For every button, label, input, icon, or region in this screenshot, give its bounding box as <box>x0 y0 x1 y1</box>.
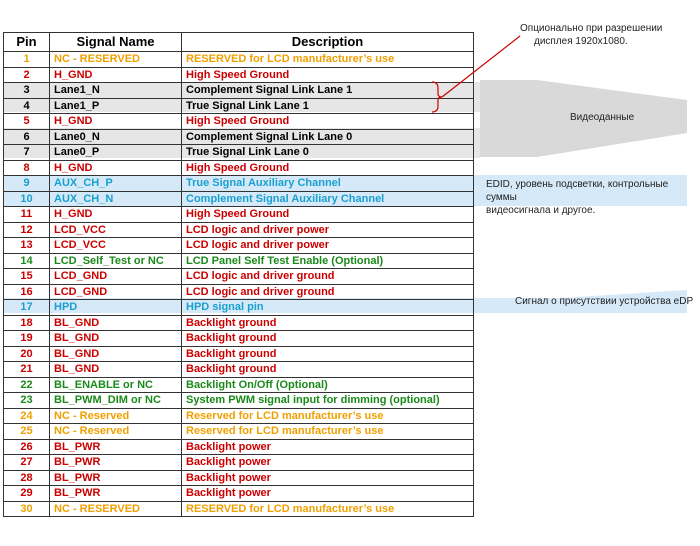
pin-cell: 3 <box>4 83 50 99</box>
table-row <box>4 486 474 502</box>
pin-cell: 24 <box>4 408 50 424</box>
signal-name-cell: LCD_GND <box>50 269 182 285</box>
signal-name-cell: Lane1_N <box>50 83 182 99</box>
video-data-label: Видеоданные <box>570 112 635 123</box>
header-pin: Pin <box>4 33 50 52</box>
table-row <box>4 52 474 68</box>
pin-cell: 17 <box>4 300 50 316</box>
signal-name-cell: H_GND <box>50 160 182 176</box>
resolution-note-line-1: Опционально при разрешении <box>520 23 663 34</box>
description-cell: True Signal Auxiliary Channel <box>182 176 474 192</box>
table-row <box>4 424 474 440</box>
signal-name-cell: LCD_VCC <box>50 222 182 238</box>
description-cell: System PWM signal input for dimming (optional) <box>182 393 474 409</box>
description-cell: Backlight ground <box>182 362 474 378</box>
pin-cell: 16 <box>4 284 50 300</box>
pin-cell: 30 <box>4 501 50 517</box>
signal-name-cell: H_GND <box>50 67 182 83</box>
table-row <box>4 455 474 471</box>
signal-name-cell: Lane0_P <box>50 145 182 161</box>
description-cell: Complement Signal Link Lane 0 <box>182 129 474 145</box>
signal-name-cell: NC - RESERVED <box>50 501 182 517</box>
description-cell: High Speed Ground <box>182 207 474 223</box>
signal-name-cell: BL_PWM_DIM or NC <box>50 393 182 409</box>
description-cell: True Signal Link Lane 1 <box>182 98 474 114</box>
signal-name-cell: Lane1_P <box>50 98 182 114</box>
signal-name-cell: AUX_CH_P <box>50 176 182 192</box>
pin-cell: 6 <box>4 129 50 145</box>
resolution-note <box>520 22 662 48</box>
signal-name-cell: LCD_Self_Test or NC <box>50 253 182 269</box>
signal-name-cell: BL_GND <box>50 331 182 347</box>
table-row <box>4 284 474 300</box>
signal-name-cell: BL_ENABLE or NC <box>50 377 182 393</box>
table-row <box>4 377 474 393</box>
pin-cell: 4 <box>4 98 50 114</box>
signal-name-cell: NC - Reserved <box>50 408 182 424</box>
pin-cell: 22 <box>4 377 50 393</box>
signal-name-cell: H_GND <box>50 114 182 130</box>
table-row <box>4 439 474 455</box>
signal-name-cell: LCD_VCC <box>50 238 182 254</box>
table-row <box>4 238 474 254</box>
pin-cell: 27 <box>4 455 50 471</box>
pin-cell: 7 <box>4 145 50 161</box>
description-cell: LCD logic and driver power <box>182 222 474 238</box>
pin-cell: 11 <box>4 207 50 223</box>
table-row <box>4 253 474 269</box>
signal-name-cell: LCD_GND <box>50 284 182 300</box>
pin-cell: 23 <box>4 393 50 409</box>
pin-cell: 20 <box>4 346 50 362</box>
table-row <box>4 129 474 145</box>
pin-cell: 13 <box>4 238 50 254</box>
description-cell: Backlight On/Off (Optional) <box>182 377 474 393</box>
table-row <box>4 331 474 347</box>
table-row <box>4 160 474 176</box>
table-row <box>4 470 474 486</box>
edid-note <box>486 178 700 217</box>
description-cell: Complement Signal Link Lane 1 <box>182 83 474 99</box>
description-cell: High Speed Ground <box>182 160 474 176</box>
description-cell: Backlight power <box>182 455 474 471</box>
pin-cell: 10 <box>4 191 50 207</box>
header-description: Description <box>182 33 474 52</box>
table-row <box>4 315 474 331</box>
pin-cell: 1 <box>4 52 50 68</box>
signal-name-cell: HPD <box>50 300 182 316</box>
description-cell: Backlight power <box>182 486 474 502</box>
pin-cell: 25 <box>4 424 50 440</box>
description-cell: Backlight ground <box>182 331 474 347</box>
signal-name-cell: NC - Reserved <box>50 424 182 440</box>
table-row <box>4 222 474 238</box>
pin-cell: 14 <box>4 253 50 269</box>
description-cell: RESERVED for LCD manufacturer’s use <box>182 52 474 68</box>
pin-table <box>3 32 474 517</box>
pin-cell: 12 <box>4 222 50 238</box>
table-header-row <box>4 33 474 52</box>
table-row <box>4 207 474 223</box>
pin-cell: 21 <box>4 362 50 378</box>
pin-cell: 8 <box>4 160 50 176</box>
description-cell: High Speed Ground <box>182 114 474 130</box>
table-row <box>4 83 474 99</box>
resolution-note-line-2: дисплея 1920x1080. <box>534 36 628 47</box>
signal-name-cell: Lane0_N <box>50 129 182 145</box>
signal-name-cell: BL_GND <box>50 362 182 378</box>
pin-cell: 28 <box>4 470 50 486</box>
table-row <box>4 98 474 114</box>
description-cell: LCD logic and driver ground <box>182 284 474 300</box>
pin-cell: 9 <box>4 176 50 192</box>
table-row <box>4 300 474 316</box>
description-cell: Backlight power <box>182 439 474 455</box>
table-row <box>4 501 474 517</box>
pin-cell: 2 <box>4 67 50 83</box>
signal-name-cell: BL_PWR <box>50 486 182 502</box>
table-row <box>4 145 474 161</box>
description-cell: Reserved for LCD manufacturer’s use <box>182 424 474 440</box>
description-cell: Complement Signal Auxiliary Channel <box>182 191 474 207</box>
pin-cell: 18 <box>4 315 50 331</box>
table-row <box>4 346 474 362</box>
table-row <box>4 114 474 130</box>
table-row <box>4 393 474 409</box>
description-cell: True Signal Link Lane 0 <box>182 145 474 161</box>
pin-cell: 15 <box>4 269 50 285</box>
description-cell: RESERVED for LCD manufacturer’s use <box>182 501 474 517</box>
pin-cell: 5 <box>4 114 50 130</box>
signal-name-cell: BL_GND <box>50 315 182 331</box>
table-row <box>4 362 474 378</box>
description-cell: Backlight power <box>182 470 474 486</box>
hpd-note: Сигнал о присутствии устройства eDP <box>515 296 694 307</box>
description-cell: LCD logic and driver power <box>182 238 474 254</box>
description-cell: Reserved for LCD manufacturer’s use <box>182 408 474 424</box>
pin-cell: 29 <box>4 486 50 502</box>
table-row <box>4 269 474 285</box>
table-row <box>4 176 474 192</box>
pin-cell: 19 <box>4 331 50 347</box>
edid-note-line-2: видеосигнала и другое. <box>486 205 596 216</box>
edid-note-line-1: EDID, уровень подсветки, контрольные суммы <box>486 179 669 203</box>
description-cell: High Speed Ground <box>182 67 474 83</box>
signal-name-cell: BL_PWR <box>50 439 182 455</box>
table-row <box>4 408 474 424</box>
table-row <box>4 67 474 83</box>
pin-cell: 26 <box>4 439 50 455</box>
signal-name-cell: NC - RESERVED <box>50 52 182 68</box>
description-cell: Backlight ground <box>182 315 474 331</box>
signal-name-cell: BL_PWR <box>50 455 182 471</box>
description-cell: LCD Panel Self Test Enable (Optional) <box>182 253 474 269</box>
description-cell: LCD logic and driver ground <box>182 269 474 285</box>
header-signal-name: Signal Name <box>50 33 182 52</box>
signal-name-cell: BL_GND <box>50 346 182 362</box>
signal-name-cell: BL_PWR <box>50 470 182 486</box>
signal-name-cell: H_GND <box>50 207 182 223</box>
description-cell: Backlight ground <box>182 346 474 362</box>
signal-name-cell: AUX_CH_N <box>50 191 182 207</box>
description-cell: HPD signal pin <box>182 300 474 316</box>
table-row <box>4 191 474 207</box>
